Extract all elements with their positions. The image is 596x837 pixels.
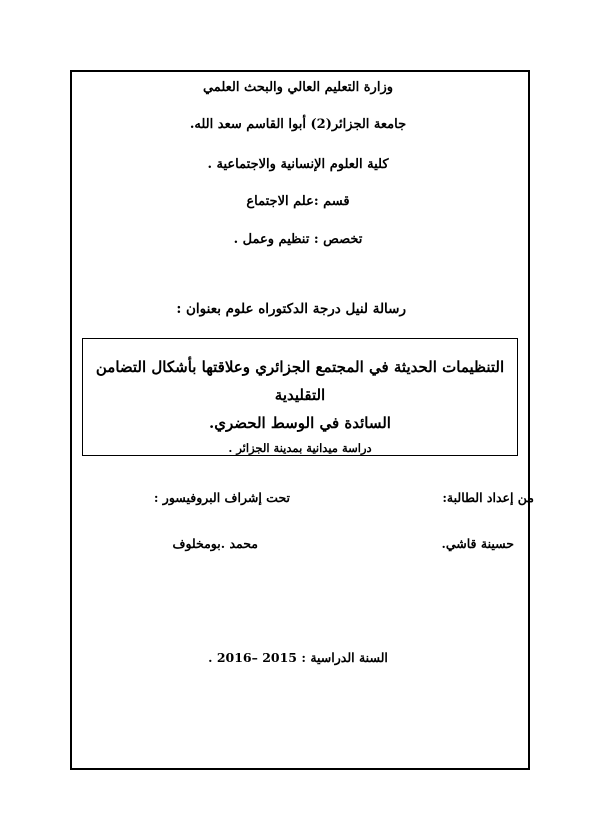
thesis-subtitle: دراسة ميدانية بمدينة الجزائر . [228,441,372,455]
thesis-title-line2: السائدة في الوسط الحضري. [209,414,391,432]
ministry-name: وزارة التعليم العالي والبحث العلمي [202,80,394,95]
faculty-name: كلية العلوم الإنسانية والاجتماعية . [207,157,389,172]
thesis-intro: رسالة لنيل درجة الدكتوراه علوم بعنوان : [176,301,406,317]
thesis-title-line1: التنظيمات الحديثة في المجتمع الجزائري وعلاقتها بأشكال التضامن التقليدية [95,358,505,404]
supervisor-name: محمد .بومخلوف [172,536,258,551]
student-name: حسينة قاشي. [441,536,514,551]
supervisor-label: تحت إشراف البروفيسور : [153,490,290,505]
student-label: من إعداد الطالبة: [442,490,534,505]
university-name: جامعة الجزائر(2) أبوا القاسم سعد الله. [189,117,407,132]
academic-year: السنة الدراسية : 2015 –2016 . [208,650,388,665]
department-name: قسم :علم الاجتماع [246,194,350,209]
thesis-title-box [82,338,518,456]
specialty-name: تخصص : تنظيم وعمل . [233,232,363,247]
